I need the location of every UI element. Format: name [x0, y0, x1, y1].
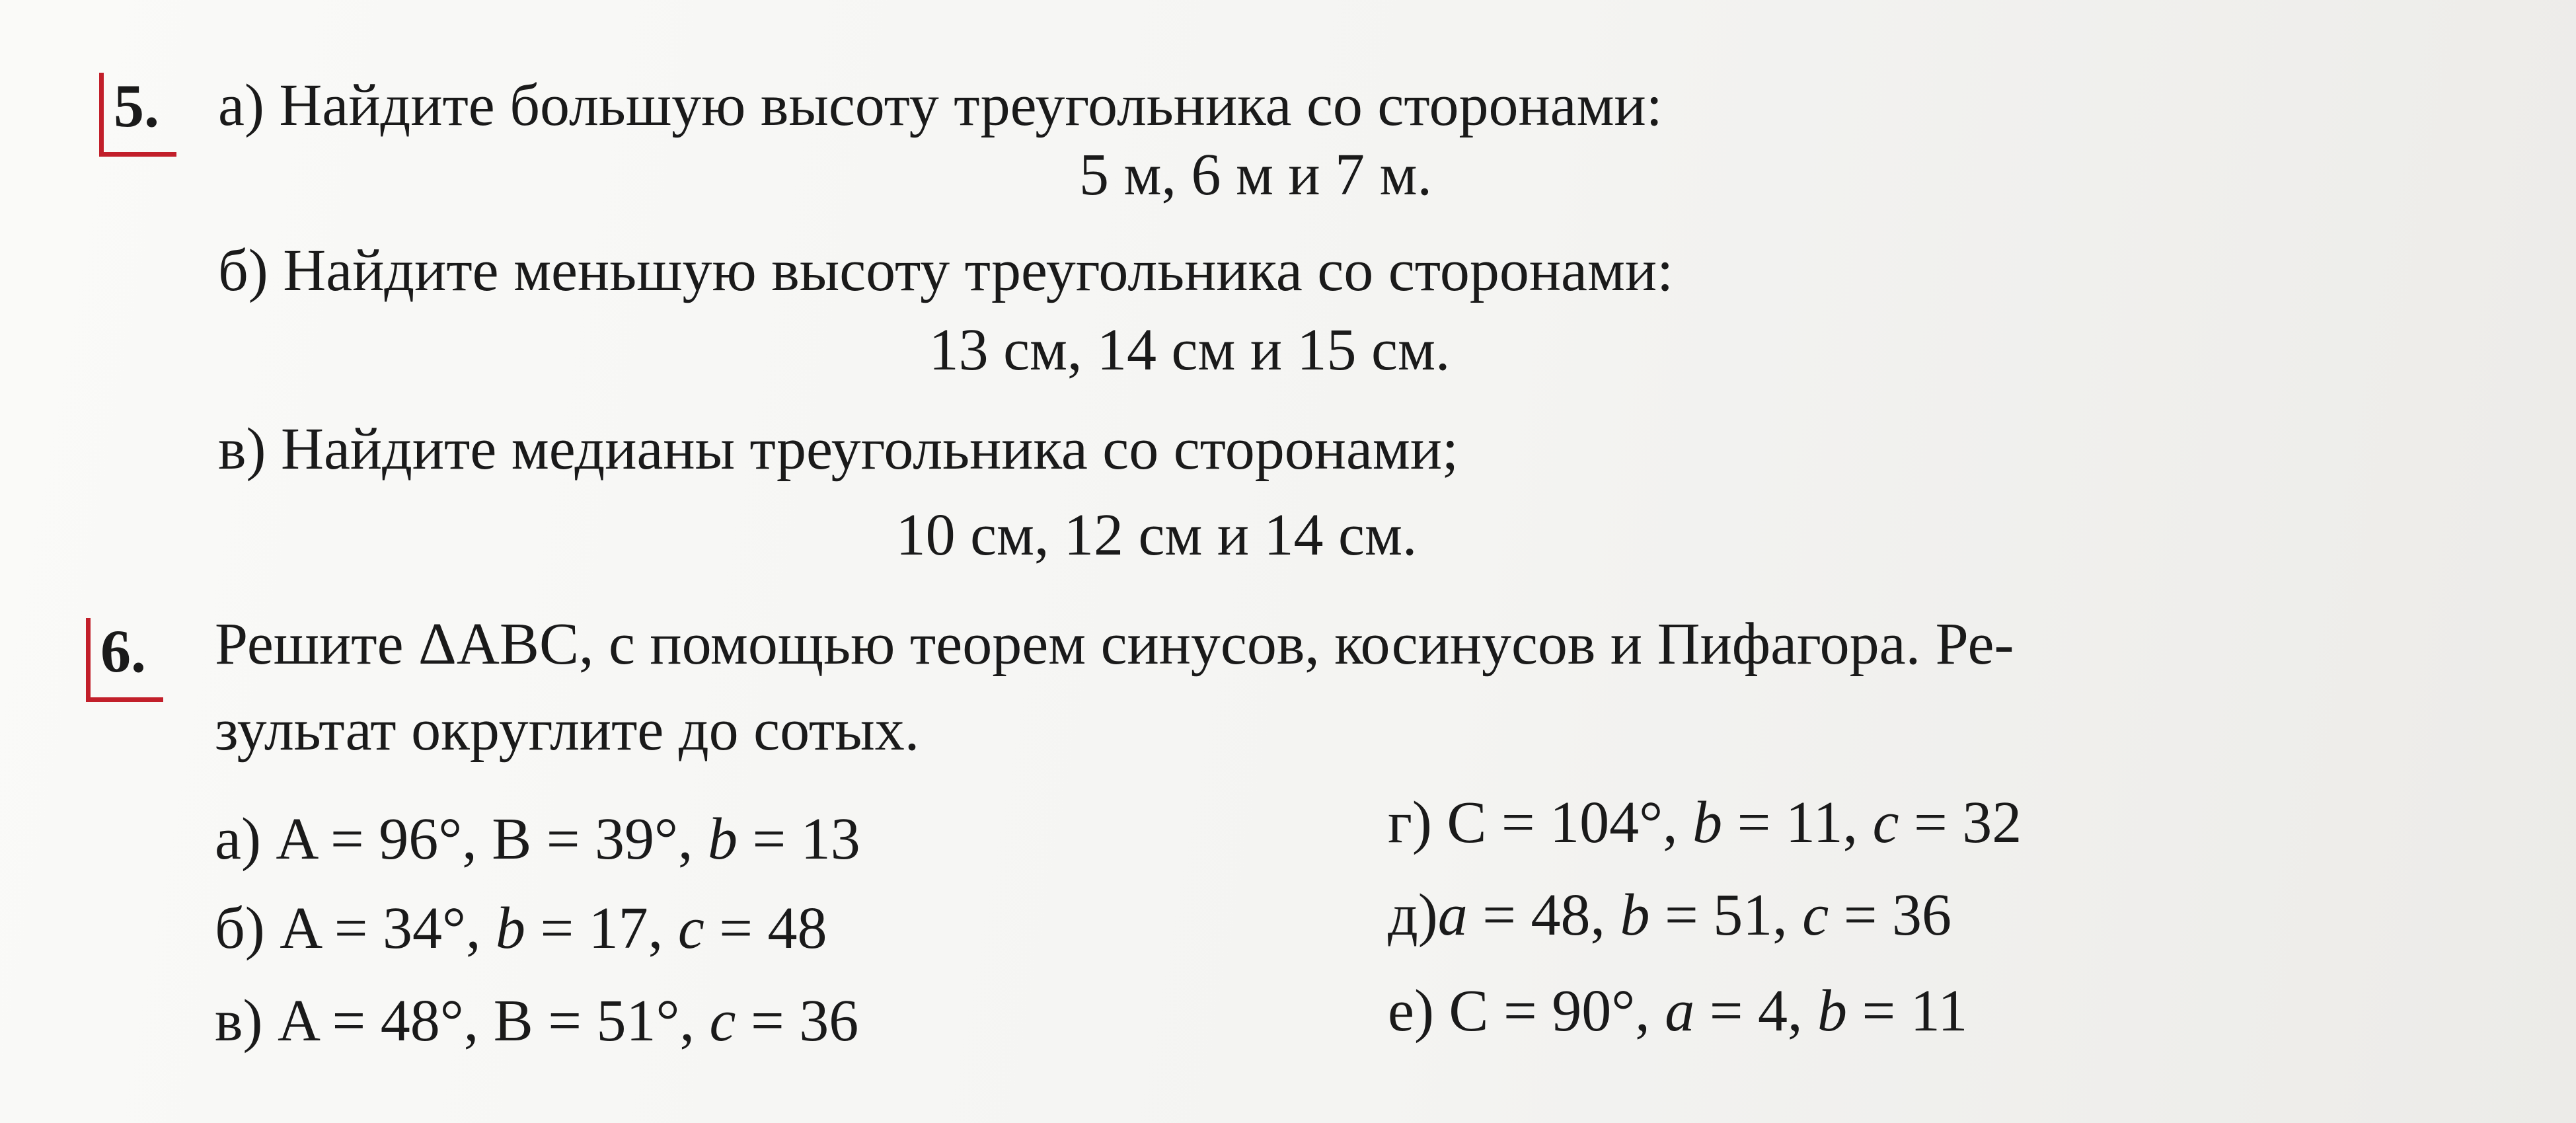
- problem-5a-text: а) Найдите большую высоту треугольника со сторонами:: [218, 73, 1663, 138]
- problem-5-margin-bracket: [99, 73, 176, 157]
- problem-5b-values: 13 см, 14 см и 15 см.: [928, 317, 1451, 383]
- problem-6a-item: а) A = 96°, B = 39°, b = 13: [215, 806, 860, 872]
- problem-5b-text: б) Найдите меньшую высоту треугольника со сторонами:: [218, 238, 1674, 303]
- problem-6-number: 6.: [86, 618, 146, 684]
- problem-6f-item: е) C = 90°, a = 4, b = 11: [1388, 978, 1968, 1044]
- problem-6e-item: д)a = 48, b = 51, c = 36: [1388, 882, 1952, 948]
- problem-6-text-line-2: зультат округлите до сотых.: [215, 697, 920, 763]
- problem-5-number: 5.: [99, 73, 159, 139]
- problem-6-text-line-1: Решите ΔABC, с помощью теорем синусов, косинусов и Пифагора. Ре-: [215, 611, 2014, 677]
- problem-6d-item: г) C = 104°, b = 11, c = 32: [1388, 790, 2022, 855]
- problem-5a-values: 5 м, 6 м и 7 м.: [1079, 142, 1433, 208]
- problem-5c-values: 10 см, 12 см и 14 см.: [895, 502, 1418, 568]
- problem-6-margin-bracket: [86, 618, 163, 702]
- problem-5c-text: в) Найдите медианы треугольника со сторонами;: [218, 416, 1459, 482]
- problem-6c-item: в) A = 48°, B = 51°, c = 36: [215, 988, 859, 1054]
- problem-6b-item: б) A = 34°, b = 17, c = 48: [215, 896, 827, 961]
